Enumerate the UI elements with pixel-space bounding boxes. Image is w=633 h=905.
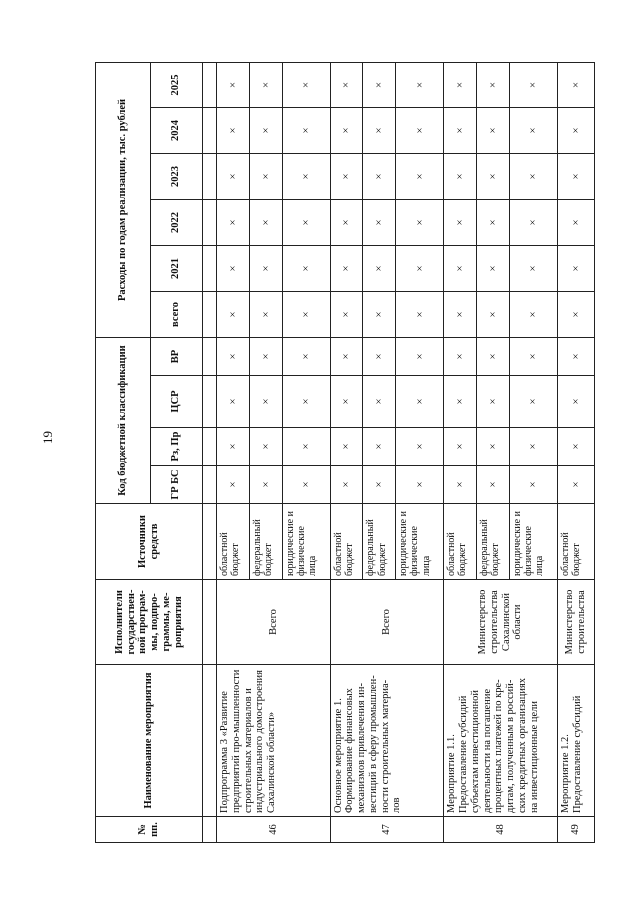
cross-mark: ×	[477, 153, 510, 199]
cross-mark: ×	[509, 337, 557, 375]
cross-mark: ×	[217, 466, 250, 504]
source-regional: областной бюджет	[330, 504, 363, 580]
cross-mark: ×	[282, 466, 330, 504]
source-legal: юридические и физические лица	[509, 504, 557, 580]
row-name: Мероприятие 1.1. Предоставление субсидий субъектам инвестиционной деятельности на погашение процентных платежей по кре-дитам, полученным в россий-ских кредитных организациях на инвестиционные цели	[444, 665, 558, 817]
cross-mark: ×	[249, 291, 282, 337]
cross-mark: ×	[444, 107, 477, 153]
cross-mark: ×	[363, 291, 396, 337]
row-name: Подпрограмма 3 «Развитие предприятий про-мышленности строительных материалов и индустриального домостроения Сахалинской области»	[217, 665, 331, 817]
cross-mark: ×	[477, 107, 510, 153]
cross-mark: ×	[477, 291, 510, 337]
header-rzpr: Рз, Пр	[150, 428, 202, 466]
cross-mark: ×	[282, 153, 330, 199]
header-name: Наименование мероприятия	[96, 665, 203, 817]
table-row	[444, 62, 477, 842]
cross-mark: ×	[249, 376, 282, 428]
cross-mark: ×	[557, 245, 594, 291]
table-row	[330, 62, 363, 842]
cross-mark: ×	[282, 337, 330, 375]
header-vr: ВР	[150, 337, 202, 375]
cross-mark: ×	[249, 62, 282, 107]
cross-mark: ×	[477, 199, 510, 245]
cross-mark: ×	[509, 153, 557, 199]
row-number: 46	[217, 817, 331, 843]
cross-mark: ×	[477, 376, 510, 428]
cross-mark: ×	[249, 466, 282, 504]
cross-mark: ×	[249, 428, 282, 466]
cross-mark: ×	[363, 428, 396, 466]
cross-mark: ×	[363, 199, 396, 245]
cross-mark: ×	[396, 62, 444, 107]
cross-mark: ×	[509, 428, 557, 466]
cross-mark: ×	[249, 199, 282, 245]
rotated-table-container	[95, 63, 595, 843]
cross-mark: ×	[249, 337, 282, 375]
cross-mark: ×	[282, 376, 330, 428]
cross-mark: ×	[557, 337, 594, 375]
cross-mark: ×	[363, 107, 396, 153]
source-legal: юридические и физические лица	[282, 504, 330, 580]
cross-mark: ×	[249, 245, 282, 291]
cross-mark: ×	[396, 337, 444, 375]
row-number: 48	[444, 817, 558, 843]
cross-mark: ×	[363, 337, 396, 375]
cross-mark: ×	[363, 245, 396, 291]
header-2021: 2021	[150, 245, 202, 291]
cross-mark: ×	[444, 466, 477, 504]
cross-mark: ×	[282, 245, 330, 291]
cross-mark: ×	[509, 376, 557, 428]
cross-mark: ×	[330, 376, 363, 428]
cross-mark: ×	[330, 199, 363, 245]
cross-mark: ×	[509, 466, 557, 504]
cross-mark: ×	[396, 376, 444, 428]
cross-mark: ×	[282, 62, 330, 107]
cross-mark: ×	[444, 376, 477, 428]
cross-mark: ×	[396, 199, 444, 245]
header-expenses-group: Расходы по годам реализации, тыс. рублей	[96, 62, 151, 337]
source-regional: областной бюджет	[444, 504, 477, 580]
header-sources: Источники средств	[96, 504, 203, 580]
cross-mark: ×	[509, 291, 557, 337]
cross-mark: ×	[330, 428, 363, 466]
cross-mark: ×	[557, 466, 594, 504]
source-federal: федеральный бюджет	[363, 504, 396, 580]
header-num: № пп.	[96, 817, 203, 843]
table-row	[557, 62, 594, 842]
cross-mark: ×	[396, 245, 444, 291]
cross-mark: ×	[217, 107, 250, 153]
cross-mark: ×	[557, 199, 594, 245]
cross-mark: ×	[363, 376, 396, 428]
cross-mark: ×	[444, 337, 477, 375]
source-legal: юридические и физические лица	[396, 504, 444, 580]
cross-mark: ×	[477, 337, 510, 375]
cross-mark: ×	[444, 153, 477, 199]
cross-mark: ×	[249, 107, 282, 153]
header-2023: 2023	[150, 153, 202, 199]
source-federal: федеральный бюджет	[249, 504, 282, 580]
cross-mark: ×	[249, 153, 282, 199]
table-row	[217, 62, 250, 842]
cross-mark: ×	[477, 428, 510, 466]
cross-mark: ×	[396, 466, 444, 504]
cross-mark: ×	[330, 107, 363, 153]
row-name: Основное мероприятие 1. Формирование финансовых механизмов привлечения ин-вестиций в сферу промышлен-ности строительных материа-лов	[330, 665, 444, 817]
row-number: 49	[557, 817, 594, 843]
cross-mark: ×	[557, 62, 594, 107]
source-regional: областной бюджет	[557, 504, 594, 580]
cross-mark: ×	[282, 291, 330, 337]
header-executor: Исполнители государствен-ной програм-мы, подпро-граммы, ме-роприятия	[96, 580, 203, 665]
header-2024: 2024	[150, 107, 202, 153]
page-number: 19	[40, 431, 55, 444]
cross-mark: ×	[217, 153, 250, 199]
cross-mark: ×	[477, 62, 510, 107]
header-grbs: ГР БС	[150, 466, 202, 504]
cross-mark: ×	[217, 245, 250, 291]
cross-mark: ×	[396, 291, 444, 337]
cross-mark: ×	[444, 245, 477, 291]
cross-mark: ×	[330, 337, 363, 375]
cross-mark: ×	[444, 428, 477, 466]
cross-mark: ×	[282, 428, 330, 466]
cross-mark: ×	[557, 428, 594, 466]
cross-mark: ×	[557, 153, 594, 199]
cross-mark: ×	[363, 466, 396, 504]
cross-mark: ×	[477, 466, 510, 504]
cross-mark: ×	[363, 62, 396, 107]
cross-mark: ×	[477, 245, 510, 291]
cross-mark: ×	[444, 291, 477, 337]
cross-mark: ×	[509, 107, 557, 153]
cross-mark: ×	[217, 62, 250, 107]
cross-mark: ×	[217, 199, 250, 245]
budget-table	[95, 62, 595, 843]
cross-mark: ×	[444, 199, 477, 245]
cross-mark: ×	[330, 62, 363, 107]
header-code-group: Код бюджетной классификации	[96, 337, 151, 503]
cross-mark: ×	[557, 107, 594, 153]
cross-mark: ×	[557, 291, 594, 337]
cross-mark: ×	[330, 291, 363, 337]
cross-mark: ×	[363, 153, 396, 199]
source-federal: федеральный бюджет	[477, 504, 510, 580]
source-regional: областной бюджет	[217, 504, 250, 580]
cross-mark: ×	[330, 245, 363, 291]
header-total: всего	[150, 291, 202, 337]
cross-mark: ×	[217, 337, 250, 375]
cross-mark: ×	[509, 199, 557, 245]
cross-mark: ×	[217, 291, 250, 337]
row-number: 47	[330, 817, 444, 843]
cross-mark: ×	[396, 428, 444, 466]
cross-mark: ×	[509, 62, 557, 107]
row-executor: Всего	[217, 580, 331, 665]
cross-mark: ×	[509, 245, 557, 291]
row-executor: Министерство строительства	[557, 580, 594, 665]
header-2022: 2022	[150, 199, 202, 245]
row-executor: Всего	[330, 580, 444, 665]
cross-mark: ×	[282, 199, 330, 245]
cross-mark: ×	[217, 376, 250, 428]
header-2025: 2025	[150, 62, 202, 107]
cross-mark: ×	[217, 428, 250, 466]
cross-mark: ×	[557, 376, 594, 428]
header-csr: ЦСР	[150, 376, 202, 428]
cross-mark: ×	[396, 153, 444, 199]
row-name: Мероприятие 1.2. Предоставление субсидий	[557, 665, 594, 817]
cross-mark: ×	[330, 153, 363, 199]
cross-mark: ×	[330, 466, 363, 504]
cross-mark: ×	[282, 107, 330, 153]
row-executor: Министерство строительства Сахалинской области	[444, 580, 558, 665]
cross-mark: ×	[396, 107, 444, 153]
cross-mark: ×	[444, 62, 477, 107]
